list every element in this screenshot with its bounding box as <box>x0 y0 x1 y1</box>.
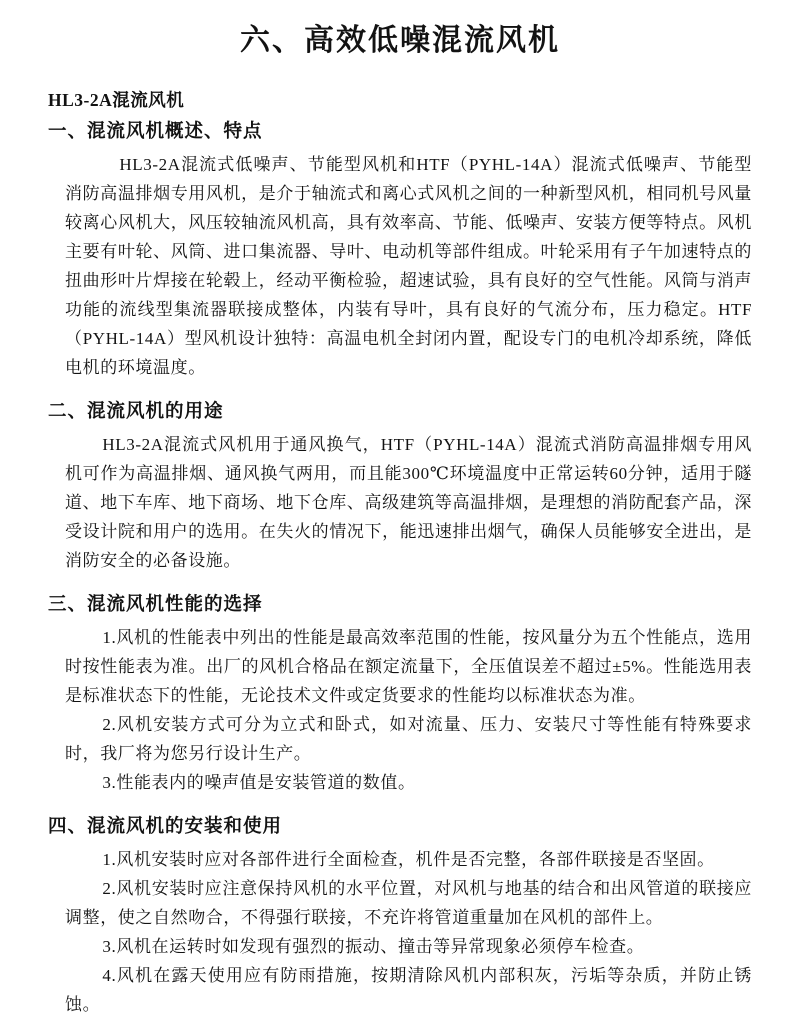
page-title: 六、高效低噪混流风机 <box>240 24 560 57</box>
paragraph: 3.性能表内的噪声值是安装管道的数值。 <box>102 773 416 792</box>
paragraph: HL3-2A混流式风机用于通风换气，HTF（PYHL-14A）混流式消防高温排烟专用风机可作为高温排烟、通风换气两用，而且能300℃环境温度中正常运转60分钟，适用于隧道、地下车库、地下商场、地下仓库、高级建筑等高温排烟，是理想的消防配套产品，深受设计院和用户的选用。在失火的情况下，能迅速排出烟气，确保人员能够安全进出，是消防安全的必备设施。 <box>65 435 752 570</box>
section-overview <box>48 119 752 382</box>
section-installation-usage <box>48 814 752 1014</box>
section-usage <box>48 399 752 575</box>
section-heading: 四、混流风机的安装和使用 <box>48 817 283 837</box>
paragraph: 2.风机安装方式可分为立式和卧式，如对流量、压力、安装尺寸等性能有特殊要求时，我厂将为您另行设计生产。 <box>65 715 752 763</box>
paragraph: 4.风机在露天使用应有防雨措施，按期清除风机内部积灰，污垢等杂质，并防止锈蚀。 <box>65 966 752 1014</box>
section-performance-selection <box>48 592 752 797</box>
paragraph: HL3-2A混流式低噪声、节能型风机和HTF（PYHL-14A）混流式低噪声、节能型消防高温排烟专用风机，是介于轴流式和离心式风机之间的一种新型风机，相同机号风量较离心风机大，风压较轴流风机高，具有效率高、节能、低噪声、安装方便等特点。风机主要有叶轮、风筒、进口集流器、导叶、电动机等部件组成。叶轮采用有子午加速特点的扭曲形叶片焊接在轮毂上，经动平衡检验，超速试验，具有良好的空气性能。风筒与消声功能的流线型集流器联接成整体，内装有导叶，具有良好的气流分布，压力稳定。HTF（PYHL-14A）型风机设计独特：高温电机全封闭内置，配设专门的电机冷却系统，降低电机的环境温度。 <box>65 155 752 377</box>
paragraph: 1.风机的性能表中列出的性能是最高效率范围的性能，按风量分为五个性能点，选用时按性能表为准。出厂的风机合格品在额定流量下，全压值误差不超过±5%。性能选用表是标准状态下的性能，无论技术文件或定货要求的性能均以标准状态为准。 <box>65 628 752 705</box>
product-model-heading: HL3-2A混流风机 <box>48 90 185 110</box>
paragraph: 2.风机安装时应注意保持风机的水平位置，对风机与地基的结合和出风管道的联接应调整，使之自然吻合，不得强行联接，不充许将管道重量加在风机的部件上。 <box>65 879 752 927</box>
paragraph: 3.风机在运转时如发现有强烈的振动、撞击等异常现象必须停车检查。 <box>102 937 645 956</box>
section-heading: 一、混流风机概述、特点 <box>48 122 263 142</box>
section-heading: 二、混流风机的用途 <box>48 402 224 422</box>
section-heading: 三、混流风机性能的选择 <box>48 595 263 615</box>
paragraph: 1.风机安装时应对各部件进行全面检查，机件是否完整，各部件联接是否坚固。 <box>102 850 715 869</box>
